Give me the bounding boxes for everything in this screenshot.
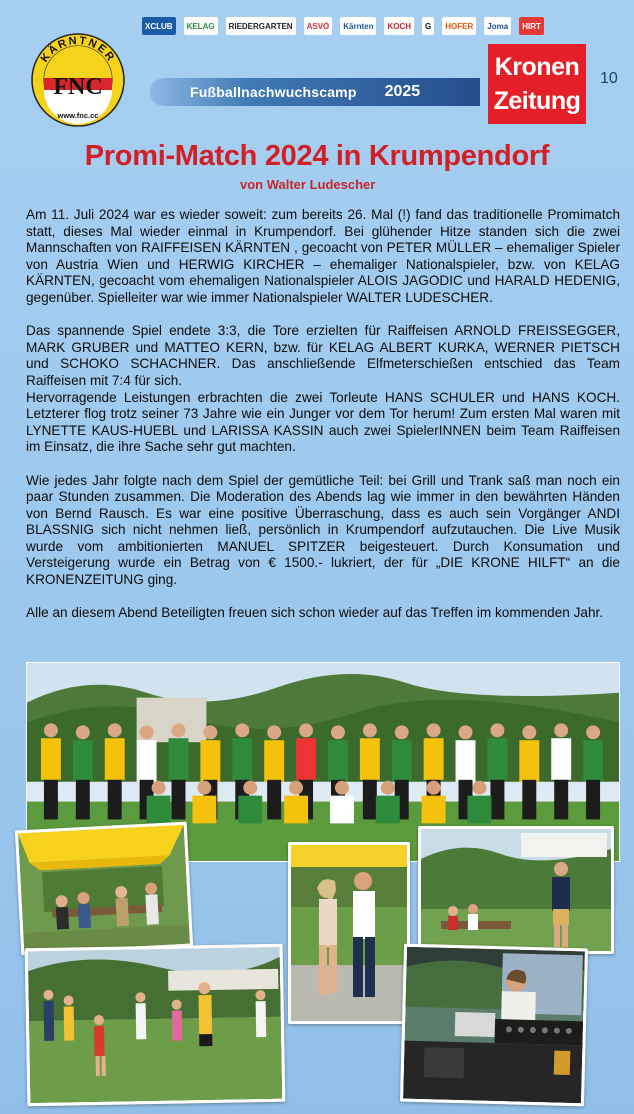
player-head bbox=[197, 781, 211, 795]
player-legs bbox=[267, 780, 281, 820]
camp-year: 2025 bbox=[384, 83, 421, 100]
player-jersey bbox=[137, 740, 157, 782]
player-legs bbox=[586, 780, 600, 820]
paragraph: Am 11. Juli 2024 war es wieder soweit: zum bereits 26. Mal (!) fand das traditionelle Promimatch statt, dieses Mal wieder einmal in Krumpendorf. Bei glühender Hitze standen sich die zwei Mannschaften von RAIFFEISEN KÄRNTEN , gecoacht von PETER MÜLLER – ehemaliger Spieler von Austria Wien und HERWIG KIRCHER – ehemaliger Nationalspieler, bzw. von KELAG KÄRNTEN, gecoacht vom ehemaligen Nationalspieler ALOIS JAGODIC und HARALD HEDENIG, gegenüber. Spielleiter war wie immer Nationalspieler WALTER LUDESCHER. bbox=[26, 207, 620, 305]
player-jersey bbox=[264, 740, 284, 782]
sponsor-logo: KOCH bbox=[384, 17, 414, 35]
sponsor-logo: HIRT bbox=[519, 17, 544, 35]
player-legs bbox=[44, 780, 58, 820]
player-legs bbox=[172, 780, 186, 820]
player-legs bbox=[108, 780, 122, 820]
player-head bbox=[243, 781, 257, 795]
bar-photo bbox=[15, 822, 193, 956]
camp-banner bbox=[150, 78, 480, 106]
player-head bbox=[331, 725, 345, 739]
paragraph: Wie jedes Jahr folgte nach dem Spiel der gemütliche Teil: bei Grill und Trank saß man noch ein paar Stunden zusammen. Die Moderation des Abends lag wie immer in den bewährten Händen von Bernd Rausch. Es war eine positive Überraschung, dass es auch sein Vorgänger ANDI BLASSNIG sich nicht nehmen ließ, persönlich in Krumpendorf aufzutauchen. Die Live Musik wurde vom ambitionierten MANUEL SPITZER beigesteuert. Durch Konsumation und Versteigerung wurde ein Betrag von € 1500.- lukriert, der für „DIE KRONE HILFT“ an die KRONENZEITUNG ging. bbox=[26, 472, 620, 588]
dance-photo bbox=[288, 842, 410, 1024]
player-head bbox=[172, 723, 186, 737]
paragraph: Hervorragende Leistungen erbrachten die zwei Torleute HANS SCHULER und HANS KOCH. Letzterer flog trotz seiner 73 Jahre wie ein Junger vor dem Tor herum! Zum ersten Mal waren mit LYNETTE KAUS-HUEBL und LARISSA KASSIN auch zwei SpielerINNEN beim Team Raiffeisen im Einsatz, die ihre Sache sehr gut machten. bbox=[26, 389, 620, 455]
article-title: Promi-Match 2024 in Krumpendorf bbox=[84, 140, 550, 172]
player-jersey bbox=[376, 796, 400, 824]
player-head bbox=[381, 781, 395, 795]
sponsor-logo: ASVÖ bbox=[304, 17, 333, 35]
player-jersey bbox=[232, 738, 252, 780]
sponsor-logo: KELAG bbox=[184, 17, 218, 35]
fnc-logo bbox=[30, 32, 126, 128]
sponsor-logo: RIEDERGARTEN bbox=[226, 17, 296, 35]
player-head bbox=[203, 725, 217, 739]
dj-photo bbox=[400, 944, 588, 1107]
paragraph: Das spannende Spiel endete 3:3, die Tore erzielten für Raiffeisen ARNOLD FREISSEGGER, MARK GRUBER und MATTEO KERN, bzw. für KELAG ALBERT KURKA, WERNER PIETSCH und SCHOKO SCHACHNER. Das anschließende Elfmeterschießen entschied das Team Raiffeisen mit 7:4 für sich. bbox=[26, 323, 620, 388]
player-head bbox=[522, 725, 536, 739]
player-jersey bbox=[468, 796, 492, 824]
player-jersey bbox=[519, 740, 539, 782]
player-jersey bbox=[551, 738, 571, 780]
player-head bbox=[427, 723, 441, 737]
player-jersey bbox=[422, 796, 446, 824]
player-jersey bbox=[328, 740, 348, 782]
player-head bbox=[472, 781, 486, 795]
sponsor-logo: HOFER bbox=[442, 17, 476, 35]
sponsor-logo: Kärnten bbox=[340, 17, 376, 35]
sports-photo bbox=[418, 826, 614, 954]
player-jersey bbox=[487, 738, 507, 780]
krone-line2: Zeitung bbox=[493, 87, 581, 115]
camp-title: Fußballnachwuchscamp bbox=[190, 84, 357, 100]
player-legs bbox=[363, 780, 377, 820]
player-head bbox=[76, 725, 90, 739]
player-head bbox=[586, 725, 600, 739]
player-head bbox=[490, 723, 504, 737]
player-head bbox=[108, 723, 122, 737]
player-jersey bbox=[147, 796, 171, 824]
logo-url: www.fnc.cc bbox=[57, 111, 99, 120]
player-legs bbox=[554, 780, 568, 820]
player-jersey bbox=[296, 738, 316, 780]
player-head bbox=[44, 723, 58, 737]
player-jersey bbox=[169, 738, 189, 780]
player-head bbox=[554, 723, 568, 737]
player-head bbox=[299, 723, 313, 737]
player-jersey bbox=[456, 740, 476, 782]
player-jersey bbox=[41, 738, 61, 780]
player-head bbox=[235, 723, 249, 737]
player-head bbox=[335, 781, 349, 795]
article-body bbox=[26, 207, 620, 638]
player-head bbox=[289, 781, 303, 795]
logo-ring-text: KÄRNTNER bbox=[38, 34, 118, 65]
player-jersey bbox=[360, 738, 380, 780]
player-jersey bbox=[105, 738, 125, 780]
sponsor-logo: XCLUB bbox=[142, 17, 176, 35]
player-head bbox=[395, 725, 409, 739]
sponsor-logo: Joma bbox=[484, 17, 511, 35]
player-jersey bbox=[330, 796, 354, 824]
article-byline: von Walter Ludescher bbox=[240, 177, 376, 192]
player-head bbox=[459, 725, 473, 739]
page-number: 10 bbox=[600, 70, 618, 87]
sponsor-logo: G bbox=[422, 17, 434, 35]
player-jersey bbox=[424, 738, 444, 780]
paragraph: Alle an diesem Abend Beteiligten freuen sich schon wieder auf das Treffen im kommenden Jahr. bbox=[26, 605, 604, 621]
player-legs bbox=[490, 780, 504, 820]
player-head bbox=[140, 725, 154, 739]
logo-letters: FNC bbox=[53, 74, 103, 100]
player-jersey bbox=[583, 740, 603, 782]
player-legs bbox=[522, 780, 536, 820]
sponsor-strip bbox=[142, 14, 541, 38]
player-legs bbox=[76, 780, 90, 820]
player-jersey bbox=[392, 740, 412, 782]
player-jersey bbox=[200, 740, 220, 782]
player-jersey bbox=[73, 740, 93, 782]
player-head bbox=[427, 781, 441, 795]
player-head bbox=[363, 723, 377, 737]
player-jersey bbox=[192, 796, 216, 824]
player-head bbox=[267, 725, 281, 739]
player-jersey bbox=[284, 796, 308, 824]
kronen-zeitung-logo bbox=[488, 44, 586, 124]
player-jersey bbox=[238, 796, 262, 824]
krone-line1: Kronen bbox=[494, 53, 580, 81]
kids-photo bbox=[25, 944, 286, 1106]
player-head bbox=[152, 781, 166, 795]
